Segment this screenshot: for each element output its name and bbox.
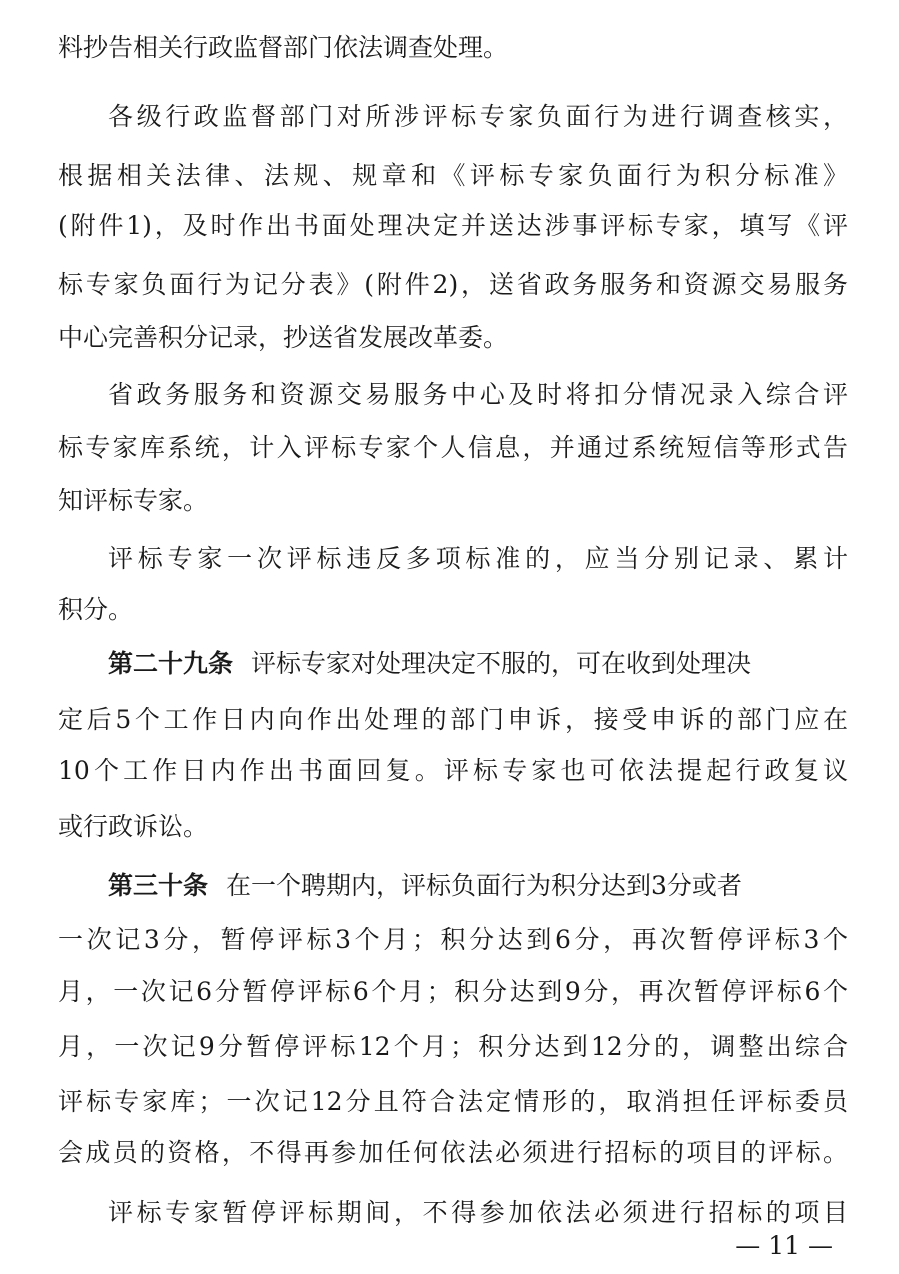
text-line: 评标专家暂停评标期间，不得参加依法必须进行招标的项目 <box>108 1198 848 1227</box>
text-line: 积分。 <box>58 595 134 624</box>
text-line: 评标专家一次评标违反多项标准的，应当分别记录、累计 <box>108 544 848 573</box>
text-line: 评标专家库；一次记12分且符合法定情形的，取消担任评标委员 <box>58 1087 848 1116</box>
text-line: 标专家负面行为记分表》(附件2)，送省政务服务和资源交易服务 <box>58 270 848 299</box>
text-line: 会成员的资格，不得再参加任何依法必须进行招标的项目的评标。 <box>58 1138 848 1167</box>
article-30-line <box>108 866 848 906</box>
text-line: 省政务服务和资源交易服务中心及时将扣分情况录入综合评 <box>108 380 848 409</box>
article-29-text: 评标专家对处理决定不服的，可在收到处理决 <box>251 649 752 678</box>
text-line: 各级行政监督部门对所涉评标专家负面行为进行调查核实， <box>108 102 848 131</box>
text-line: 一次记3分，暂停评标3个月；积分达到6分，再次暂停评标3个 <box>58 925 848 954</box>
page-number: — 11 — <box>735 1231 833 1260</box>
text-line: 月，一次记6分暂停评标6个月；积分达到9分，再次暂停评标6个 <box>58 977 848 1006</box>
article-30-text: 在一个聘期内，评标负面行为积分达到3分或者 <box>226 871 742 900</box>
text-line: 月，一次记9分暂停评标12个月；积分达到12分的，调整出综合 <box>58 1032 848 1061</box>
text-line: 中心完善积分记录，抄送省发展改革委。 <box>58 323 509 352</box>
article-29-title: 第二十九条 <box>108 649 234 678</box>
text-line: 料抄告相关行政监督部门依法调查处理。 <box>58 33 509 62</box>
text-line: (附件1)，及时作出书面处理决定并送达涉事评标专家，填写《评 <box>58 211 848 240</box>
text-line: 标专家库系统，计入评标专家个人信息，并通过系统短信等形式告 <box>58 433 848 462</box>
text-line: 10个工作日内作出书面回复。评标专家也可依法提起行政复议 <box>58 756 848 785</box>
article-30-title: 第三十条 <box>108 871 209 900</box>
text-line: 根据相关法律、法规、规章和《评标专家负面行为积分标准》 <box>58 161 848 190</box>
text-line: 知评标专家。 <box>58 486 209 515</box>
text-line: 或行政诉讼。 <box>58 812 209 841</box>
article-29-line <box>108 644 848 684</box>
text-line: 定后5个工作日内向作出处理的部门申诉，接受申诉的部门应在 <box>58 705 848 734</box>
